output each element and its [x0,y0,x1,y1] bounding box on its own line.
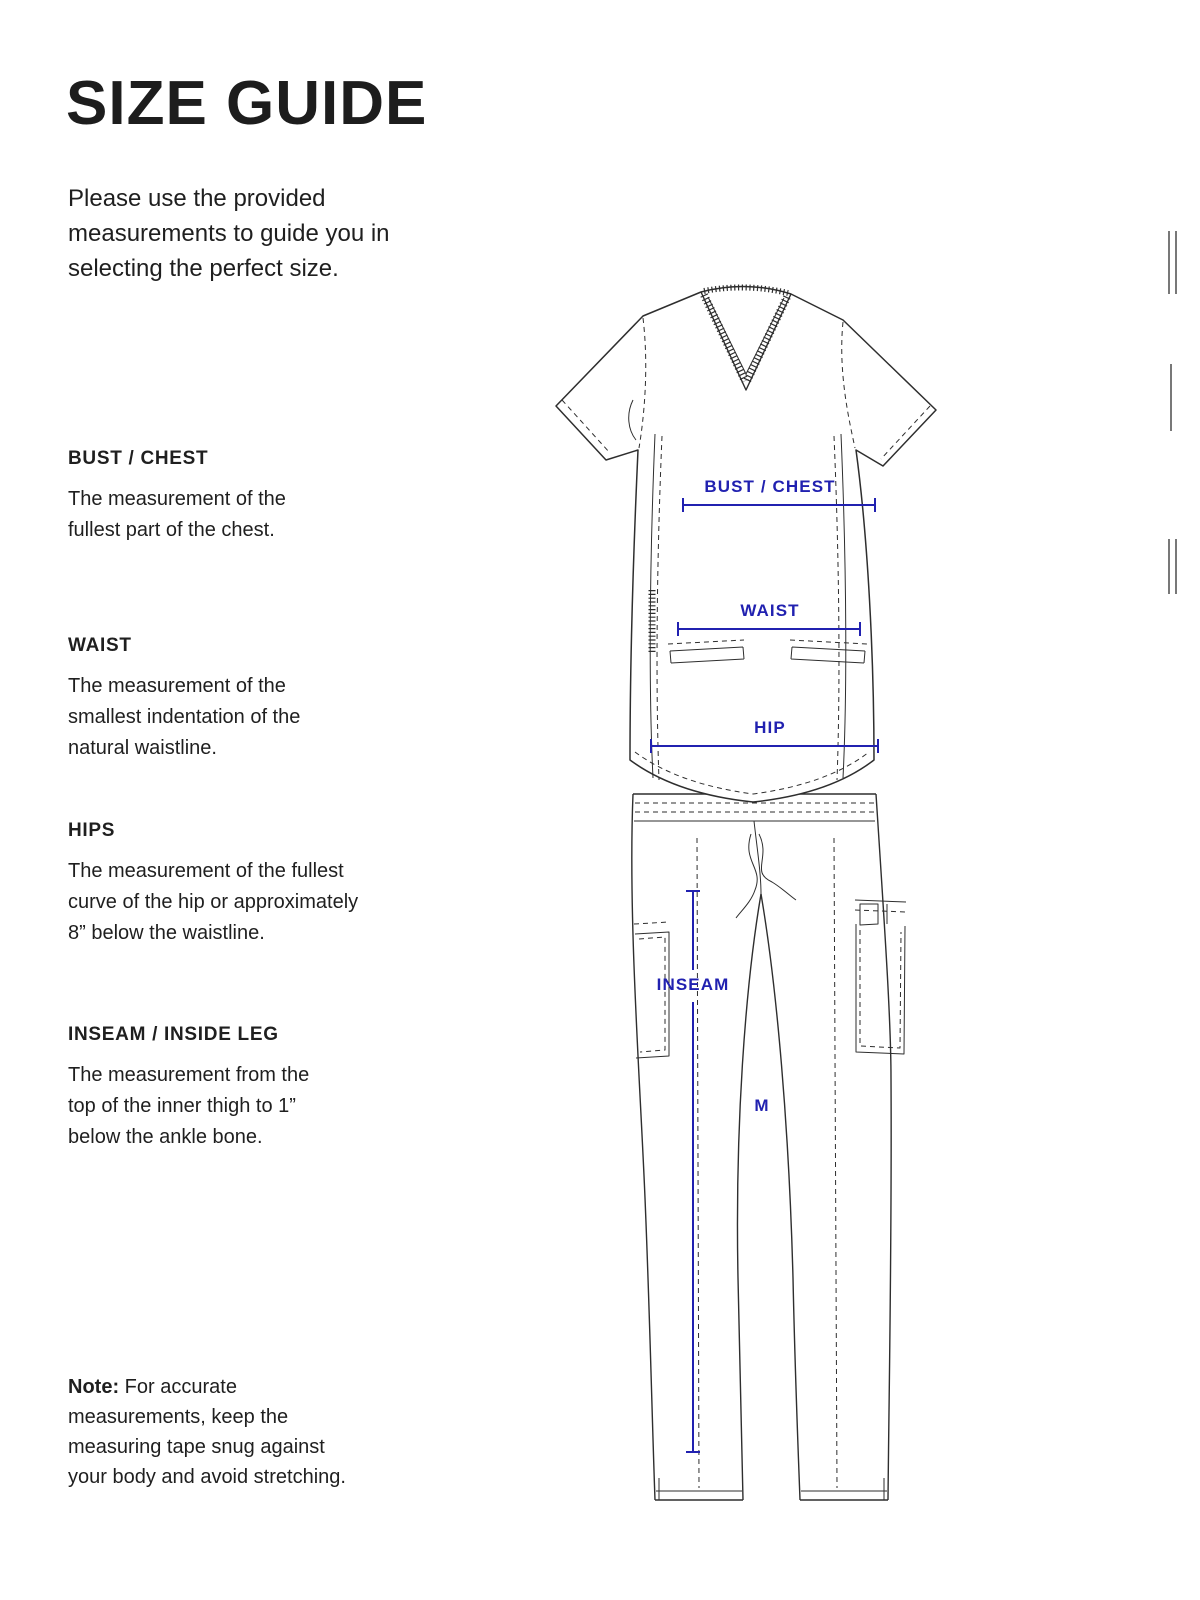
drawstring [736,834,757,918]
inseam-measure-label: INSEAM [656,975,730,994]
section-body: The measurement of the smallest indentation of the natural waistline. [68,675,301,759]
size-marker-label: M [754,1096,770,1115]
inseam-measure-line [657,891,730,1452]
scrubs-technical-drawing [538,278,983,1538]
hip-measure-label: HIP [754,718,786,737]
section-bust-chest [68,448,323,546]
section-hips [68,820,378,949]
scrub-pants-drawing [632,794,906,1500]
cargo-pocket-right [855,900,906,1054]
section-heading: WAIST [68,635,132,656]
section-waist [68,635,333,764]
cropped-diagram-edge [1166,226,1180,606]
intro-text: Please use the provided measurements to guide you in selecting the perfect size. [68,185,390,282]
section-heading: BUST / CHEST [68,448,209,469]
scrub-top-drawing [556,286,936,802]
section-body: The measurement from the top of the inner thigh to 1” below the ankle bone. [68,1064,310,1148]
section-heading: HIPS [68,820,116,841]
waist-measure-label: WAIST [740,601,800,620]
section-body: The measurement of the fullest part of the chest. [68,488,286,541]
note-text [68,1372,353,1492]
note-body: For accurate measurements, keep the measuring tape snug against your body and avoid stretching. [68,1376,346,1488]
section-inseam [68,1024,340,1153]
bust-measure-label: BUST / CHEST [704,477,836,496]
section-heading: INSEAM / INSIDE LEG [68,1024,279,1045]
page-title: SIZE GUIDE [66,69,428,138]
note-label: Note: [68,1376,120,1398]
section-body: The measurement of the fullest curve of the hip or approximately 8” below the waistline. [68,860,359,944]
